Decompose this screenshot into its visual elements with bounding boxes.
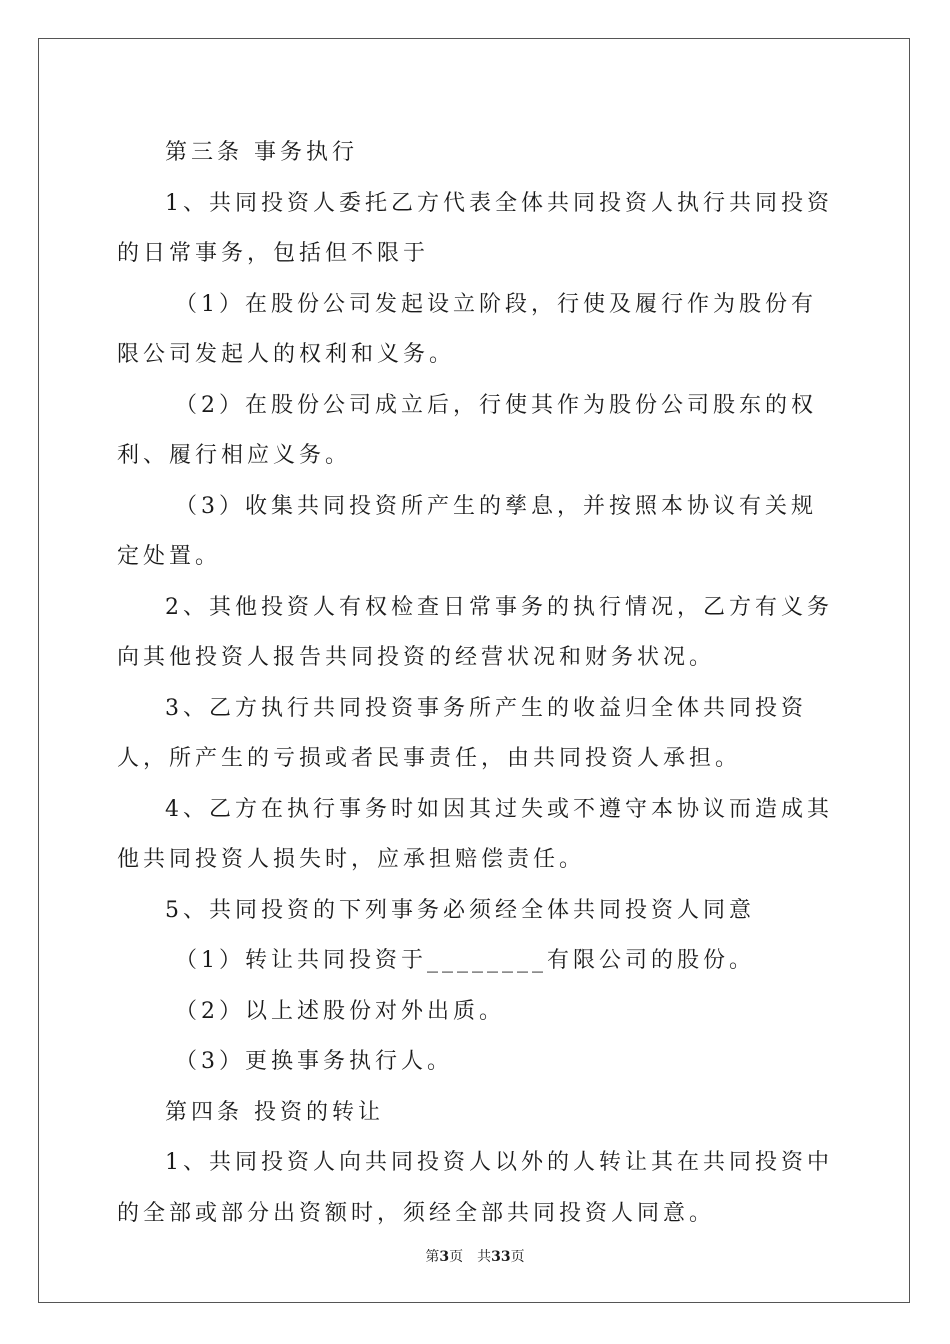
paragraph: 3、乙方执行共同投资事务所产生的收益归全体共同投资人，所产生的亏损或者民事责任，由共同投资人承担。 — [117, 695, 807, 771]
paragraph: 2、其他投资人有权检查日常事务的执行情况，乙方有义务向其他投资人报告共同投资的经营状况和财务状况。 — [117, 594, 833, 670]
article-3-title: 第三条 事务执行 — [165, 140, 358, 165]
footer-suffix: 页 — [510, 1249, 525, 1265]
paragraph: （2）在股份公司成立后，行使其作为股份公司股东的权利、履行相应义务。 — [117, 392, 817, 468]
paragraph: 1、共同投资人委托乙方代表全体共同投资人执行共同投资的日常事务，包括但不限于 — [117, 190, 833, 266]
article-4-title: 第四条 投资的转让 — [165, 1099, 384, 1125]
paragraph: （3）收集共同投资所产生的孳息，并按照本协议有关规定处置。 — [117, 493, 817, 569]
footer-current-page: 3 — [439, 1249, 450, 1265]
footer-middle: 页 共 — [449, 1249, 492, 1265]
paragraph: （3）更换事务执行人。 — [175, 1049, 453, 1074]
footer-total-pages: 33 — [491, 1249, 511, 1265]
footer-prefix: 第 — [425, 1249, 440, 1265]
paragraph: 5、共同投资的下列事务必须经全体共同投资人同意 — [165, 897, 755, 923]
paragraph: 1、共同投资人向共同投资人以外的人转让其在共同投资中的全部或部分出资额时，须经全部共同投资人同意。 — [117, 1150, 833, 1226]
page-footer — [0, 1246, 950, 1266]
paragraph: 4、乙方在执行事务时如因其过失或不遵守本协议而造成其他共同投资人损失时，应承担赔偿责任。 — [117, 796, 833, 872]
paragraph: （2）以上述股份对外出质。 — [175, 998, 505, 1024]
document-body — [117, 128, 833, 1239]
paragraph: （1）转让共同投资于________有限公司的股份。 — [175, 948, 755, 973]
paragraph: （1）在股份公司发起设立阶段，行使及履行作为股份有限公司发起人的权利和义务。 — [117, 291, 817, 367]
